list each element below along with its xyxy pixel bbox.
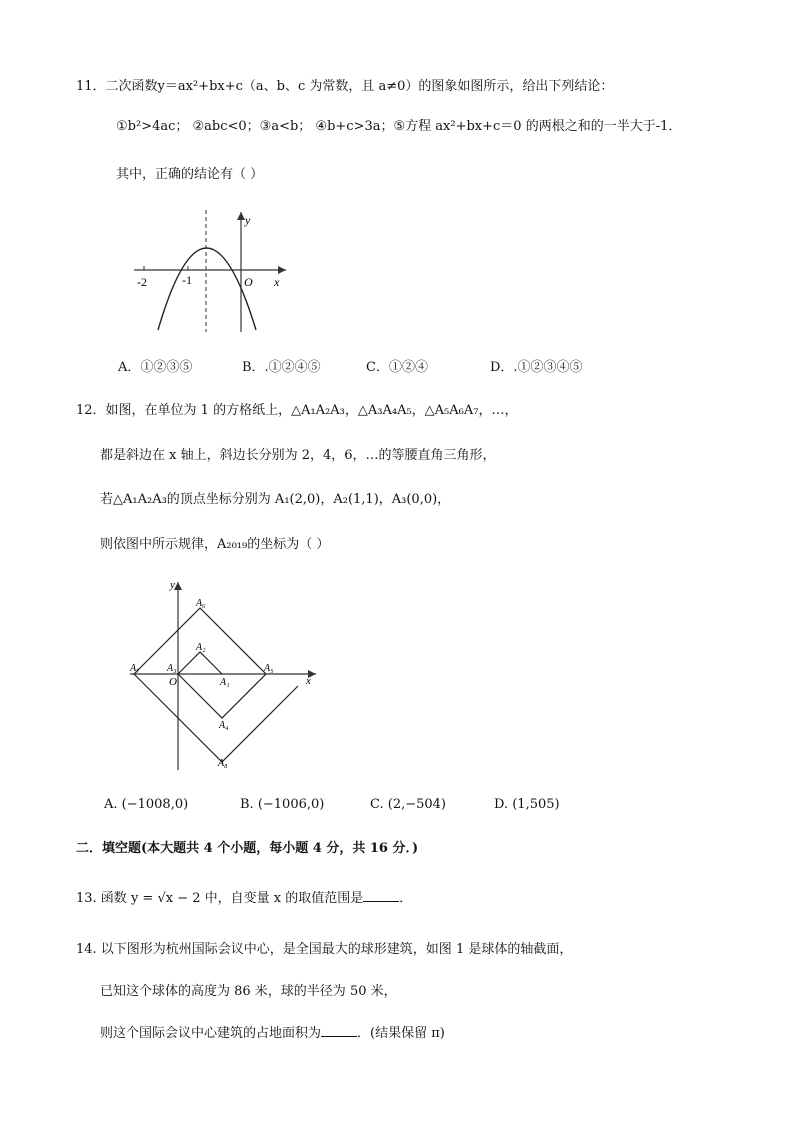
q11-stem: 11．二次函数y＝ax²+bx+c（a、b、c 为常数，且 a≠0）的图象如图所示，给出下列结论： (76, 79, 614, 94)
label-a4: A₄ (219, 720, 229, 731)
q12-option-d[interactable]: D. (1,505) (494, 797, 560, 812)
q13-answer-blank[interactable] (363, 889, 399, 902)
q13 (76, 889, 412, 908)
y-axis-label: y (245, 213, 251, 227)
label-a7: A₇ (130, 663, 140, 674)
q11-conclusions: ①b²>4ac； ②abc<0；③a<b； ④b+c>3a；⑤方程 ax²+bx+c＝0 的两根之和的一半大于-1． (116, 119, 682, 134)
label-a5: A₅ (264, 663, 274, 674)
origin-label: O (169, 676, 177, 688)
q12-line2: 都是斜边在 x 轴上，斜边长分别为 2，4，6，…的等腰直角三角形， (100, 448, 496, 463)
label-a2: A₂ (196, 642, 206, 653)
label-a6: A₆ (196, 598, 206, 609)
q14-line2: 已知这个球体的高度为 86 米，球的半径为 50 米， (100, 984, 397, 999)
q12-line4: 则依图中所示规律，A₂₀₁₉的坐标为（ ） (100, 537, 330, 552)
q11-option-b[interactable]: B．.①②④⑤ (242, 360, 321, 375)
q14-line1: 14. 以下图形为杭州国际会议中心，是全国最大的球形建筑，如图 1 是球体的轴截面， (76, 942, 573, 957)
q12-triangles-figure (128, 576, 324, 772)
section-heading: 二．填空题(本大题共 4 个小题，每小题 4 分，共 16 分．) (76, 841, 419, 856)
q12-option-a[interactable]: A. (−1008,0) (104, 797, 189, 812)
q13-text: 13. 函数 y = √x − 2 中，自变量 x 的取值范围是 (76, 891, 364, 906)
origin-label: O (244, 275, 253, 289)
q14-line3-end: ．(结果保留 π) (357, 1026, 445, 1041)
q11-parabola-graph (128, 206, 296, 340)
q11-prompt: 其中，正确的结论有（ ） (116, 167, 264, 182)
y-axis-arrow (174, 582, 182, 590)
label-a8: A₈ (218, 758, 228, 769)
tick-label-minus1: -1 (182, 273, 192, 287)
q12-option-c[interactable]: C. (2,−504) (370, 797, 447, 812)
q12-stem: 12．如图，在单位为 1 的方格纸上，△A₁A₂A₃，△A₃A₄A₅，△A₅A₆A₇，…， (76, 403, 518, 418)
y-axis-label: y (170, 579, 175, 591)
q14-line3-text: 则这个国际会议中心建筑的占地面积为 (100, 1026, 322, 1041)
q13-end: ． (399, 891, 413, 906)
triangle-a7a8-partial (134, 674, 298, 762)
q11-option-d[interactable]: D．.①②③④⑤ (490, 360, 583, 375)
q11-option-a[interactable]: A．①②③⑤ (118, 360, 193, 375)
label-a1: A₁ (220, 677, 230, 688)
x-axis-label: x (274, 275, 280, 289)
q14-line3 (100, 1024, 445, 1043)
q12-option-b[interactable]: B. (−1006,0) (240, 797, 325, 812)
tick-label-minus2: -2 (137, 275, 147, 289)
x-axis-label: x (306, 675, 311, 687)
triangle-a5a6a7 (134, 608, 266, 674)
triangle-a1a2a3 (178, 652, 222, 674)
q12-line3: 若△A₁A₂A₃的顶点坐标分别为 A₁(2,0)，A₂(1,1)，A₃(0,0)， (100, 492, 451, 507)
q11-option-c[interactable]: C．①②④ (366, 360, 428, 375)
q14-answer-blank[interactable] (321, 1024, 357, 1037)
label-a3: A₃ (167, 663, 177, 674)
